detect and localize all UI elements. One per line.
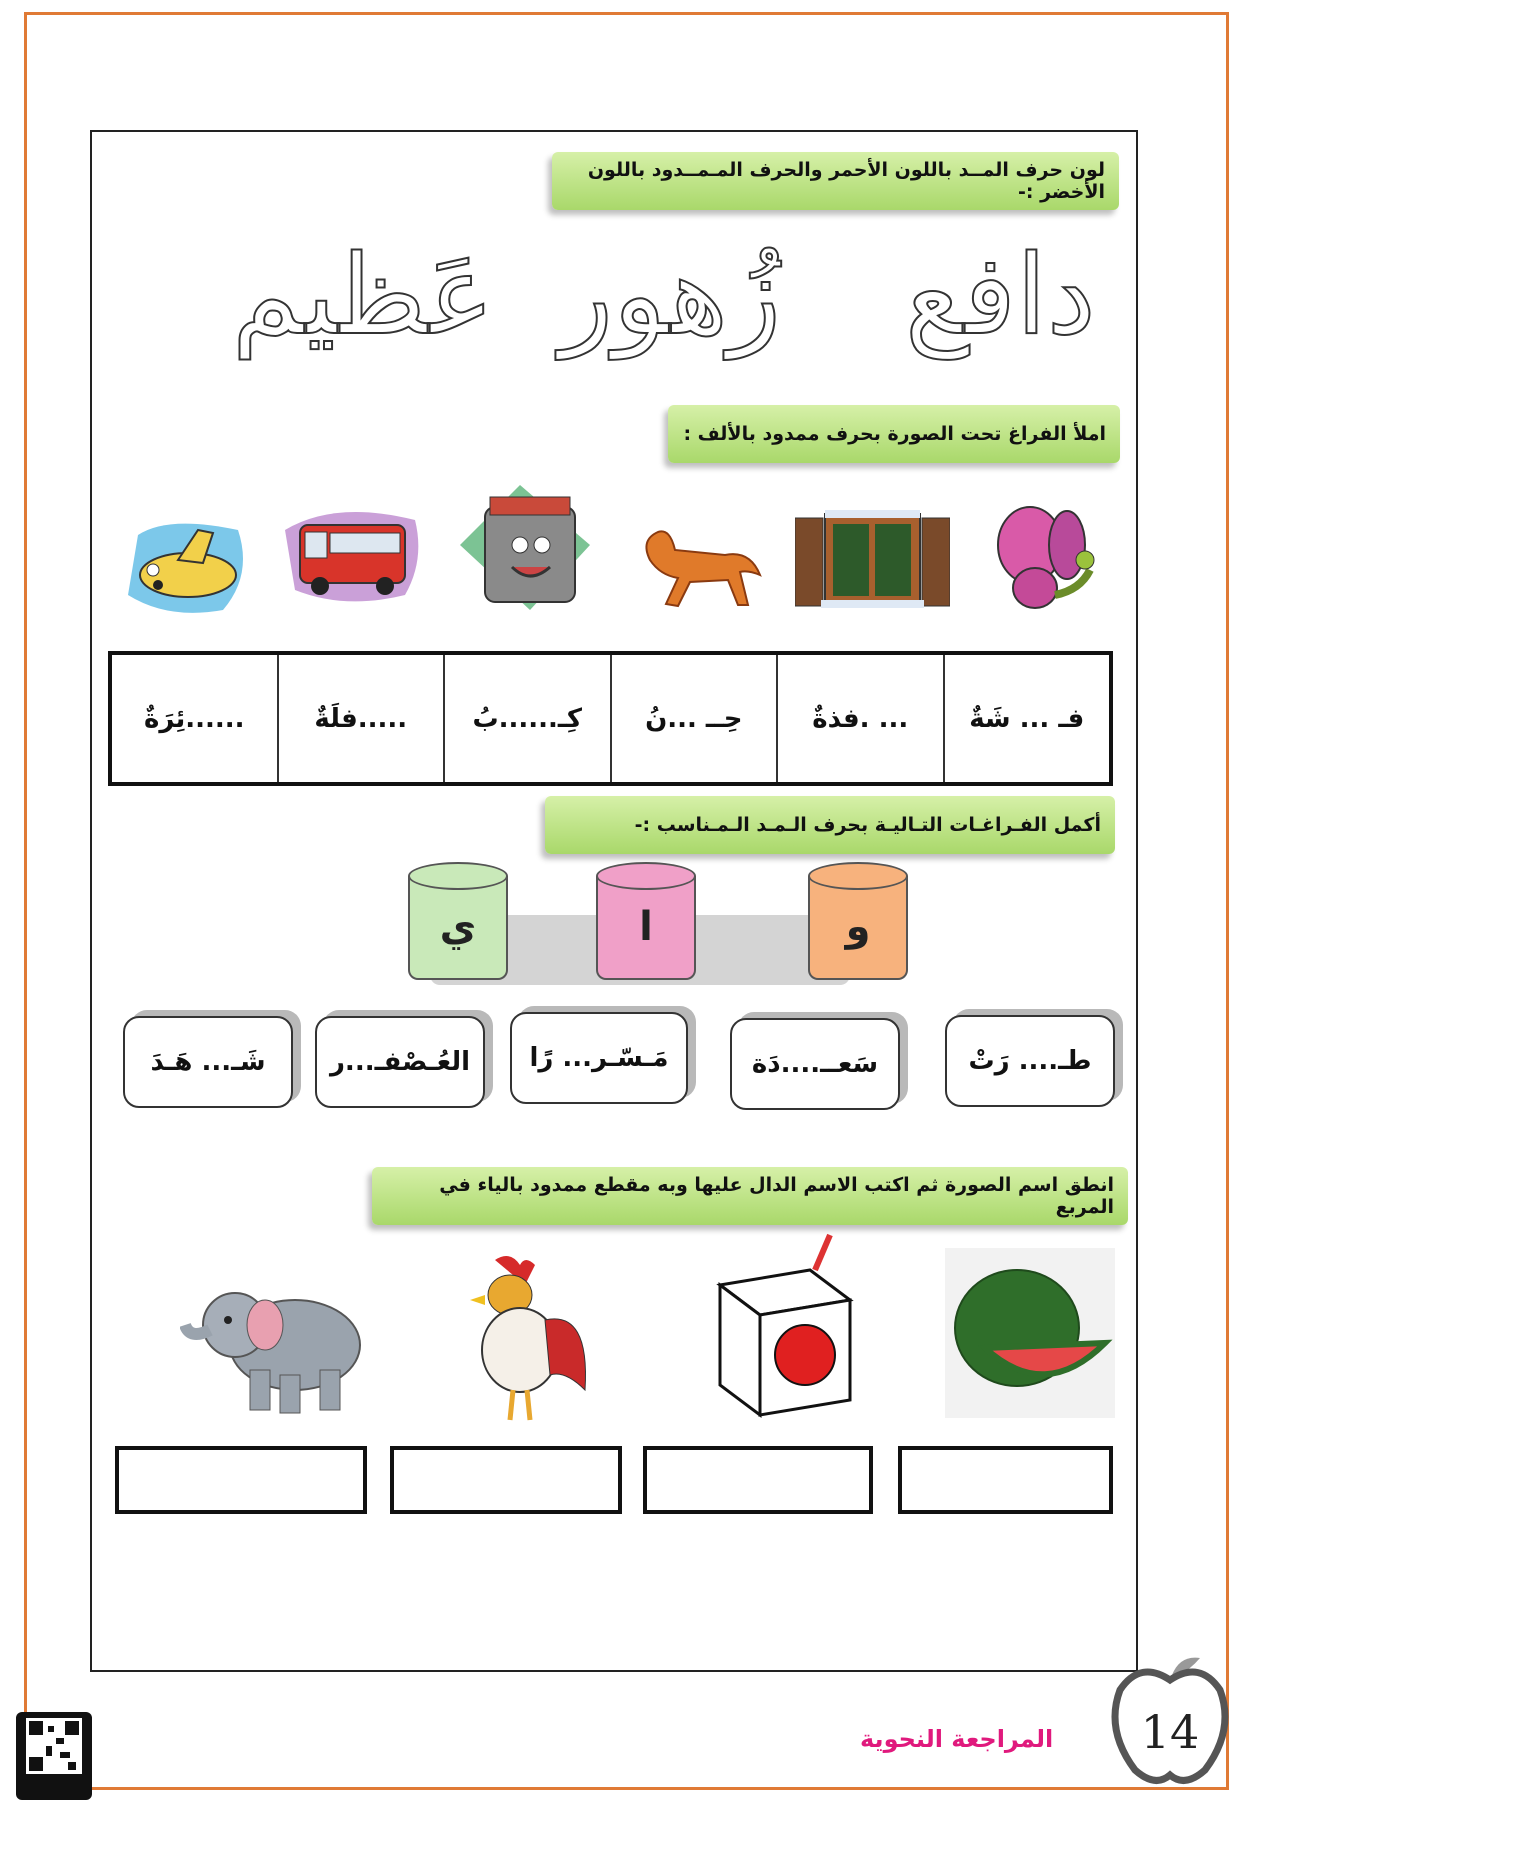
outline-word-2[interactable]: زُهور [560, 231, 782, 359]
can-top [408, 862, 508, 890]
airplane-icon [128, 515, 253, 615]
answer-box[interactable] [115, 1446, 367, 1514]
watermelon-icon [945, 1248, 1115, 1418]
table-cell[interactable]: ......ئِرَةٌ [143, 703, 245, 734]
juice-box-icon [715, 1230, 865, 1420]
instruction-banner-4 [372, 1167, 1128, 1225]
instruction-3: أكمل الفـراغـات التـاليـة بحرف الـمـد الـمـناسب :- [634, 814, 1101, 836]
horse-icon [630, 520, 770, 610]
word-box[interactable]: سَعــ....دَة [730, 1018, 900, 1110]
instruction-4: انطق اسم الصورة ثم اكتب الاسم الدال عليها وبه مقطع ممدود بالياء في المربع [439, 1174, 1114, 1218]
table-cell[interactable]: .....فلَةٌ [277, 655, 444, 782]
table-cell[interactable]: كِـ......بُ [443, 655, 610, 782]
word-box[interactable]: شَـ... هَـدَ [123, 1016, 293, 1108]
bus-icon [285, 500, 425, 605]
page-number: 14 [1140, 1705, 1200, 1759]
instruction-banner-2 [668, 405, 1120, 463]
letter-can-waw [808, 862, 908, 980]
window-icon [795, 510, 950, 610]
can-top [596, 862, 696, 890]
answer-box[interactable] [390, 1446, 622, 1514]
fill-in-table [108, 651, 1113, 786]
word-box[interactable]: مَـسّـر... رًا [510, 1012, 688, 1104]
instruction-banner-3 [545, 796, 1115, 854]
instruction-2: املأ الفراغ تحت الصورة بحرف ممدود بالألف : [683, 423, 1106, 445]
table-cell[interactable]: حِــ ...نُ [610, 655, 777, 782]
table-cell[interactable]: فـ ... شَةٌ [943, 655, 1110, 782]
letter-can-ya [408, 862, 508, 980]
can-body: ي [408, 876, 508, 980]
can-body: و [808, 876, 908, 980]
butterfly-icon [985, 500, 1105, 615]
can-body: ا [596, 876, 696, 980]
page-frame-bottom [84, 1787, 1229, 1790]
can-top [808, 862, 908, 890]
word-box[interactable]: العُـصْفـ...ر [315, 1016, 485, 1108]
footer-title: المراجعة النحوية [860, 1725, 1054, 1753]
book-icon [460, 485, 600, 613]
answer-box[interactable] [643, 1446, 873, 1514]
elephant-icon [180, 1270, 375, 1420]
instruction-banner-1 [552, 152, 1119, 210]
instruction-1: لون حرف المــد باللون الأحمر والحرف المـمــدود باللون الأخضر :- [587, 159, 1105, 203]
answer-box[interactable] [898, 1446, 1113, 1514]
outline-word-1[interactable]: دافع [905, 231, 1096, 359]
letter-can-alif [596, 862, 696, 980]
rooster-icon [465, 1250, 595, 1425]
table-cell[interactable]: ... .فذةٌ [776, 655, 943, 782]
qr-code-icon [16, 1712, 92, 1800]
outline-word-3[interactable]: عَظيم [232, 231, 495, 359]
word-box[interactable]: طـ.... رَتْ [945, 1015, 1115, 1107]
